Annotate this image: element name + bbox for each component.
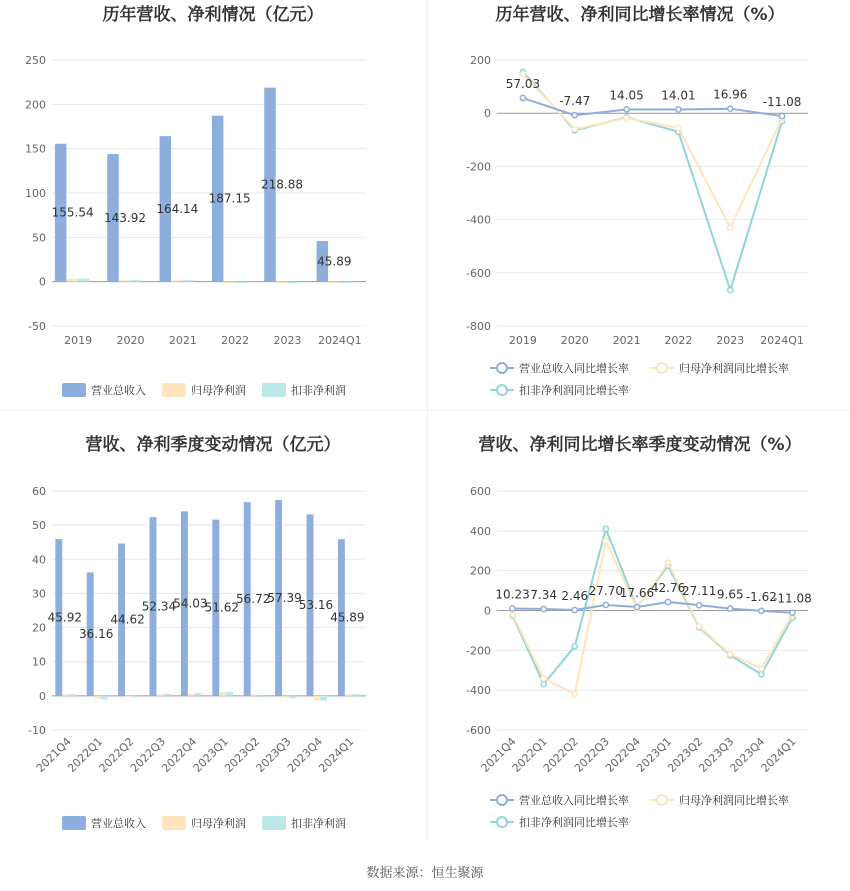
line-data-label: 17.66 [619, 585, 655, 600]
series-point-1 [634, 604, 639, 609]
x-tick-label: 2022Q1 [509, 734, 550, 775]
bar-net-profit [119, 280, 131, 282]
x-tick-label: 2024Q1 [760, 334, 804, 347]
bar-deducted-profit [183, 280, 195, 282]
legend-marker [657, 363, 667, 373]
x-tick-label: 2023 [273, 334, 302, 347]
x-tick-label: 2023Q4 [727, 734, 768, 775]
x-tick-label: 2023 [716, 334, 745, 347]
bar-deducted-profit [130, 280, 142, 282]
bar-data-label: 51.62 [204, 600, 239, 615]
x-tick-label: 2021Q4 [478, 734, 519, 775]
y-tick-label: -50 [28, 320, 46, 333]
bar-data-label: 56.72 [236, 592, 271, 607]
chart-title-3: 营收、净利季度变动情况（亿元） [85, 435, 341, 455]
x-tick-label: 2022Q1 [65, 734, 106, 775]
legend-swatch [62, 816, 86, 830]
series-point-1 [728, 106, 733, 111]
line-data-label: -11.08 [762, 95, 802, 110]
bar-data-label: 44.62 [110, 612, 145, 627]
y-tick-label: 0 [39, 275, 46, 289]
y-tick-label: 600 [470, 485, 491, 498]
series-point-2 [510, 612, 515, 617]
x-tick-label: 2019 [64, 334, 93, 347]
bar-data-label: 45.89 [317, 254, 352, 269]
y-tick-label: 150 [25, 142, 46, 156]
bar-deducted-profit [132, 696, 139, 698]
x-tick-label: 2020 [560, 334, 589, 347]
line-data-label: 14.01 [661, 88, 696, 103]
bar-net-profit [94, 696, 101, 699]
series-point-2 [520, 71, 525, 76]
series-point-1 [779, 114, 784, 119]
y-tick-label: 200 [470, 54, 491, 67]
y-tick-label: 30 [32, 587, 46, 601]
y-tick-label: 40 [32, 553, 46, 567]
series-point-2 [676, 125, 681, 130]
legend-label: 营业总收入 [91, 384, 146, 397]
line-data-label: 14.05 [609, 88, 644, 103]
y-tick-label: -600 [466, 724, 491, 737]
legend-marker [497, 385, 507, 395]
y-tick-label: 400 [470, 524, 491, 538]
series-point-1 [759, 608, 764, 613]
bar-net-profit [156, 694, 163, 696]
series-point-3 [728, 287, 733, 292]
x-tick-label: 2022 [664, 334, 693, 347]
bar-deducted-profit [320, 696, 327, 701]
y-tick-label: 20 [32, 621, 46, 635]
data-source-note: 数据来源：恒生聚源 [366, 866, 484, 881]
x-tick-label: 2022Q2 [96, 734, 137, 775]
line-data-label: 10.23 [495, 587, 530, 602]
series-point-1 [676, 107, 681, 112]
series-point-1 [572, 113, 577, 118]
x-tick-label: 2024Q1 [316, 734, 357, 775]
legend-swatch [162, 816, 186, 830]
series-point-2 [697, 624, 702, 629]
legend-label: 扣非净利润 [291, 817, 346, 830]
bar-deducted-profit [226, 692, 233, 696]
x-tick-label: 2021 [612, 334, 641, 347]
bar-data-label: 218.88 [260, 177, 303, 192]
bar-deducted-profit [258, 696, 265, 698]
series-point-1 [697, 603, 702, 608]
y-tick-label: 250 [25, 54, 46, 67]
y-tick-label: 10 [32, 655, 46, 669]
bar-net-profit [313, 696, 320, 700]
series-point-2 [759, 666, 764, 671]
bar-net-profit [282, 696, 289, 698]
y-tick-label: 200 [470, 564, 491, 578]
bar-deducted-profit [340, 282, 352, 284]
bar-data-label: 52.34 [141, 599, 177, 614]
x-tick-label: 2023Q4 [284, 734, 326, 775]
bar-deducted-profit [101, 696, 108, 699]
legend-label: 营业总收入同比增长率 [519, 362, 629, 375]
panel-divider-horizontal [0, 410, 850, 411]
x-tick-label: 2024Q1 [318, 334, 362, 347]
line-data-label: -1.62 [745, 589, 777, 604]
series-point-1 [510, 606, 515, 611]
series-point-2 [603, 538, 608, 543]
series-point-1 [603, 602, 608, 607]
bar-data-label: 143.92 [103, 210, 146, 225]
bar-data-label: 36.16 [79, 627, 114, 642]
bar-data-label: 45.92 [47, 610, 82, 625]
line-data-label: 2.46 [561, 589, 589, 604]
bar-deducted-profit [195, 693, 202, 696]
legend-label: 归母净利润同比增长率 [679, 794, 789, 807]
bar-deducted-profit [289, 696, 296, 698]
line-data-label: 42.76 [650, 580, 686, 595]
y-tick-label: -800 [466, 320, 491, 333]
x-tick-label: 2023Q3 [696, 734, 737, 775]
x-tick-label: 2023Q1 [190, 734, 231, 775]
series-point-1 [541, 606, 546, 611]
x-tick-label: 2022Q4 [603, 734, 644, 775]
legend-label: 归母净利润同比增长率 [679, 362, 789, 375]
series-point-2 [572, 692, 577, 697]
bar-net-profit [188, 694, 195, 696]
legend-swatch [62, 383, 86, 397]
y-tick-label: 60 [32, 485, 46, 498]
y-tick-label: -200 [466, 644, 491, 658]
series-point-2 [728, 652, 733, 657]
y-tick-label: -400 [466, 213, 491, 227]
chart-title-2: 历年营收、净利同比增长率情况（%） [495, 5, 785, 25]
bar-data-label: 57.39 [267, 590, 302, 605]
series-point-3 [572, 644, 577, 649]
legend-swatch [262, 816, 286, 830]
series-point-3 [541, 682, 546, 687]
bar-data-label: 187.15 [208, 191, 251, 206]
line-data-label: 16.96 [713, 87, 748, 102]
x-tick-label: 2019 [508, 334, 537, 347]
y-tick-label: -10 [28, 724, 46, 737]
x-tick-label: 2023Q3 [253, 734, 294, 775]
x-tick-label: 2023Q2 [665, 734, 706, 775]
legend-label: 扣非净利润同比增长率 [519, 816, 629, 829]
series-point-1 [520, 95, 525, 100]
bar-net-profit [251, 694, 258, 696]
legend-swatch [262, 383, 286, 397]
series-point-1 [572, 607, 577, 612]
legend-label: 营业总收入同比增长率 [519, 794, 629, 807]
bar-net-profit [276, 282, 288, 284]
x-tick-label: 2022Q3 [127, 734, 169, 775]
legend-label: 归母净利润 [191, 817, 246, 830]
bar-net-profit [62, 694, 69, 696]
series-point-2 [728, 225, 733, 230]
series-point-1 [728, 606, 733, 611]
bar-deducted-profit [235, 282, 247, 284]
y-tick-label: 0 [484, 107, 491, 121]
y-tick-label: 200 [25, 98, 46, 112]
series-point-2 [665, 560, 670, 565]
series-point-2 [624, 115, 629, 120]
legend-label: 扣非净利润同比增长率 [519, 384, 629, 397]
series-point-3 [759, 672, 764, 677]
chart-title-1: 历年营收、净利情况（亿元） [102, 5, 324, 25]
series-point-1 [790, 610, 795, 615]
bar-deducted-profit [69, 694, 76, 696]
bar-net-profit [219, 692, 226, 696]
bar-net-profit [171, 280, 183, 282]
bar-data-label: 164.14 [156, 201, 199, 216]
series-point-3 [603, 526, 608, 531]
legend-marker [657, 795, 667, 805]
bar-data-label: 54.03 [173, 596, 208, 611]
x-tick-label: 2024Q1 [758, 734, 799, 775]
legend-label: 扣非净利润 [291, 384, 346, 397]
series-point-2 [541, 676, 546, 681]
y-tick-label: 100 [25, 187, 46, 200]
legend-label: 归母净利润 [191, 384, 246, 397]
x-tick-label: 2022Q2 [540, 734, 581, 775]
x-tick-label: 2022 [221, 334, 250, 347]
line-data-label: 27.11 [681, 584, 717, 599]
y-tick-label: -600 [466, 266, 491, 280]
bar-net-profit [328, 282, 340, 284]
line-data-label: 7.34 [530, 588, 558, 603]
series-point-1 [665, 599, 670, 604]
x-tick-label: 2020 [116, 334, 145, 347]
bar-data-label: 45.89 [330, 610, 365, 625]
legend-marker [497, 817, 507, 827]
line-data-label: 57.03 [505, 77, 541, 92]
y-tick-label: 50 [32, 231, 46, 245]
series-point-1 [624, 107, 629, 112]
legend-marker [497, 795, 507, 805]
y-tick-label: 50 [32, 519, 46, 533]
bar-deducted-profit [287, 282, 299, 284]
legend-marker [497, 363, 507, 373]
bar-net-profit [125, 696, 132, 698]
line-data-label: 9.65 [716, 587, 744, 602]
x-tick-label: 2021Q4 [33, 734, 74, 775]
bar-deducted-profit [352, 694, 359, 696]
y-tick-label: -200 [466, 160, 491, 174]
bar-net-profit [345, 694, 352, 696]
bar-net-profit [223, 282, 235, 284]
bar-data-label: 155.54 [51, 205, 94, 220]
series-line-3 [513, 529, 793, 684]
line-data-label: 27.70 [588, 583, 624, 598]
legend-swatch [162, 383, 186, 397]
legend-label: 营业总收入 [91, 817, 146, 830]
y-tick-label: 0 [484, 604, 491, 618]
bar-data-label: 53.16 [298, 598, 334, 613]
series-point-2 [572, 127, 577, 132]
bar-net-profit [66, 279, 78, 282]
x-tick-label: 2023Q1 [634, 734, 675, 775]
panel-divider-vertical [427, 0, 428, 840]
x-tick-label: 2023Q2 [222, 734, 263, 775]
line-data-label: -11.08 [773, 591, 812, 606]
y-tick-label: 0 [39, 689, 46, 703]
bar-deducted-profit [78, 279, 90, 282]
x-tick-label: 2021 [168, 334, 197, 347]
x-tick-label: 2022Q4 [159, 734, 200, 775]
chart-title-4: 营收、净利同比增长率季度变动情况（%） [478, 435, 802, 455]
x-tick-label: 2022Q3 [571, 734, 612, 775]
line-data-label: -7.47 [559, 94, 591, 109]
bar-deducted-profit [163, 694, 170, 696]
y-tick-label: -400 [466, 684, 491, 698]
